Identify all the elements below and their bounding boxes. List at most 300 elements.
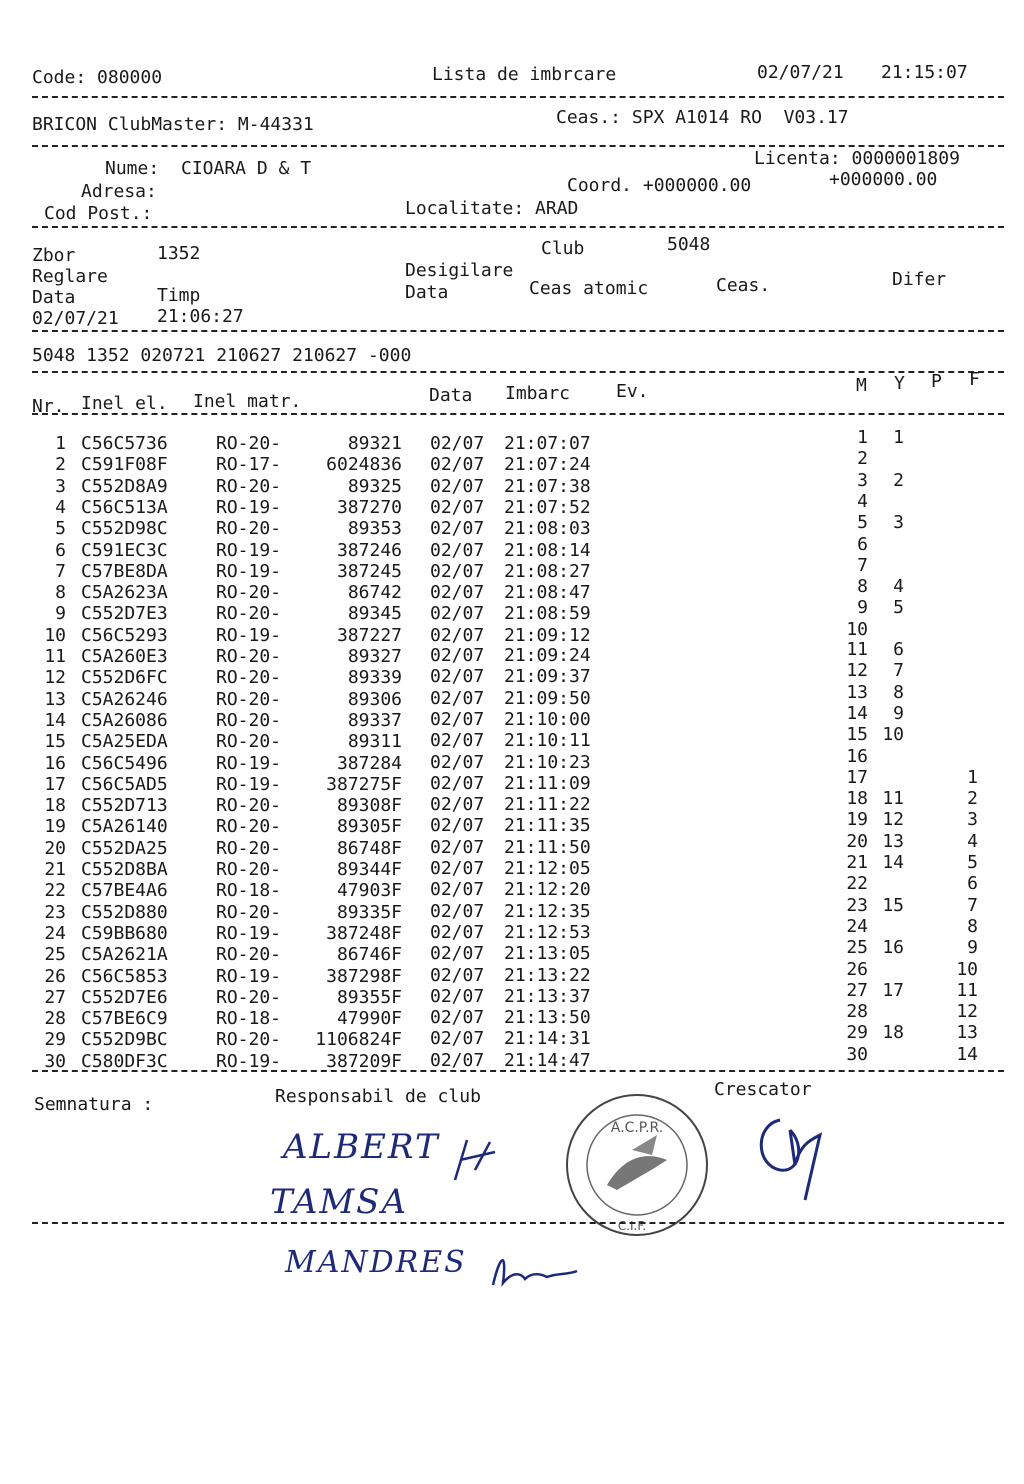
col-m-value: 15	[846, 724, 868, 746]
ring-number: 89345	[347, 603, 402, 625]
arrival-time: 21:11:50	[504, 836, 591, 858]
row-nr: 22	[44, 880, 66, 902]
col-m-value: 24	[846, 915, 868, 937]
ring-prefix: RO-18-	[216, 880, 282, 902]
col-imbarc: Imbarc	[505, 383, 571, 404]
ring-electronic: C57BE8DA	[81, 560, 168, 582]
col-m-value: 9	[857, 597, 868, 619]
col-m-value: 13	[846, 681, 868, 703]
signature-label: Semnatura :	[34, 1094, 154, 1115]
col-m-value: 8	[857, 576, 868, 598]
ring-number: 47990F	[336, 1008, 402, 1030]
ring-prefix: RO-20-	[216, 646, 282, 667]
difference-label: Difer	[892, 269, 947, 290]
arrival-time: 21:10:11	[504, 730, 591, 752]
arrival-time: 21:12:05	[504, 858, 591, 879]
ring-prefix: RO-20-	[216, 837, 282, 859]
address-label: Adresa:	[81, 181, 157, 202]
breeder-signature-icon	[750, 1105, 840, 1205]
ring-number: 86748F	[336, 837, 402, 859]
col-y-value: 11	[882, 788, 904, 810]
arrival-time: 21:08:27	[504, 560, 591, 582]
row-nr: 21	[44, 859, 66, 880]
table-row	[0, 576, 1024, 605]
col-y-value: 17	[882, 979, 904, 1001]
svg-text:A.C.P.R.: A.C.P.R.	[610, 1120, 664, 1136]
ring-prefix: RO-19-	[216, 773, 282, 795]
col-f-value: 12	[956, 1001, 978, 1023]
ring-number: 89321	[347, 433, 402, 454]
divider	[32, 145, 1004, 147]
col-y-value: 10	[882, 724, 904, 746]
ring-electronic: C56C5736	[81, 433, 168, 454]
ring-prefix: RO-19-	[216, 752, 282, 774]
col-m-value: 18	[846, 788, 868, 810]
ring-prefix: RO-20-	[216, 986, 282, 1008]
ring-number: 387245	[336, 560, 402, 582]
row-nr: 15	[44, 731, 66, 753]
arrival-date: 02/07	[430, 603, 485, 625]
col-m-value: 16	[846, 745, 868, 767]
ring-prefix: RO-20-	[216, 731, 282, 753]
arrival-date: 02/07	[430, 772, 485, 794]
ring-electronic: C5A26086	[81, 709, 168, 731]
col-m-value: 12	[846, 660, 868, 682]
club-responsible-label: Responsabil de club	[275, 1086, 481, 1107]
coord-lon: +000000.00	[829, 169, 938, 190]
row-nr: 13	[44, 688, 66, 710]
ring-prefix: RO-20-	[216, 816, 282, 838]
col-data: Data	[429, 385, 473, 406]
ring-electronic: C5A25EDA	[81, 731, 168, 753]
ring-prefix: RO-20-	[216, 518, 282, 540]
arrival-time: 21:09:37	[504, 666, 591, 688]
arrival-date: 02/07	[430, 794, 485, 816]
arrival-date: 02/07	[430, 836, 485, 858]
arrival-time: 21:07:24	[504, 454, 591, 476]
col-f-value: 4	[967, 830, 978, 852]
ring-electronic: C56C5496	[81, 752, 168, 774]
ring-electronic: C552DA25	[81, 837, 168, 859]
col-m-value: 1	[857, 427, 868, 448]
ring-prefix: RO-19-	[216, 539, 282, 561]
row-nr: 2	[55, 454, 66, 476]
row-nr: 18	[44, 795, 66, 817]
col-f-value: 9	[967, 937, 978, 959]
arrival-time: 21:12:35	[504, 900, 591, 922]
arrival-time: 21:07:52	[504, 496, 591, 518]
unsealing-label: Desigilare	[405, 260, 514, 281]
col-f-value: 6	[967, 873, 978, 895]
col-m-value: 22	[846, 873, 868, 895]
col-m-value: 21	[846, 852, 868, 873]
date-label: Data	[32, 287, 76, 308]
arrival-time: 21:08:03	[504, 518, 591, 540]
table-row	[0, 512, 1024, 541]
ring-prefix: RO-19-	[216, 1050, 282, 1072]
table-row	[0, 597, 1024, 626]
ring-electronic: C5A2623A	[81, 582, 168, 604]
row-nr: 11	[44, 646, 66, 667]
table-row	[0, 554, 1024, 584]
arrival-date: 02/07	[430, 921, 485, 943]
col-m: M	[856, 375, 867, 396]
ring-number: 89327	[347, 646, 402, 667]
flight-label: Zbor	[32, 245, 76, 266]
arrival-time: 21:09:24	[504, 645, 591, 666]
row-nr: 5	[55, 518, 66, 540]
row-nr: 19	[44, 816, 66, 838]
divider	[32, 1222, 1004, 1224]
arrival-time: 21:07:07	[504, 433, 591, 454]
divider	[32, 226, 1004, 228]
ring-prefix: RO-20-	[216, 901, 282, 923]
ring-prefix: RO-20-	[216, 859, 282, 880]
setting-label: Reglare	[32, 266, 108, 287]
arrival-time: 21:13:22	[504, 964, 591, 986]
svg-text:C.I.F.: C.I.F.	[617, 1219, 647, 1233]
clock-label: Ceas.	[716, 275, 771, 296]
setting-date: 02/07/21	[32, 308, 119, 329]
col-y-value: 4	[893, 576, 904, 598]
ring-number: 86746F	[336, 944, 402, 966]
arrival-time: 21:10:23	[504, 751, 591, 773]
arrival-date: 02/07	[430, 815, 485, 837]
col-y-value: 9	[893, 702, 904, 724]
arrival-time: 21:14:47	[504, 1049, 591, 1071]
coord-lat: Coord. +000000.00	[567, 175, 752, 196]
clubmaster-id: BRICON ClubMaster: M-44331	[32, 114, 314, 135]
row-nr: 12	[44, 667, 66, 689]
col-m-value: 30	[846, 1043, 868, 1065]
ring-prefix: RO-19-	[216, 922, 282, 944]
ring-electronic: C56C5AD5	[81, 773, 168, 795]
table-row	[0, 533, 1024, 563]
ring-number: 89305F	[336, 816, 402, 838]
ring-electronic: C5A2621A	[81, 944, 168, 966]
col-m-value: 26	[846, 958, 868, 980]
arrival-time: 21:12:20	[504, 879, 591, 901]
ring-electronic: C552D8A9	[81, 475, 168, 497]
col-m-value: 29	[846, 1022, 868, 1044]
row-nr: 29	[44, 1029, 66, 1051]
arrival-time: 21:08:14	[504, 539, 591, 561]
arrival-date: 02/07	[430, 539, 485, 561]
scribble-signature-icon	[485, 1245, 585, 1295]
arrival-date: 02/07	[430, 964, 485, 986]
name-label: Nume:	[105, 158, 160, 179]
col-m-value: 17	[846, 766, 868, 788]
arrival-time: 21:13:37	[504, 985, 591, 1007]
signature-mandres: MANDRES	[285, 1245, 467, 1280]
col-f-value: 3	[967, 809, 978, 831]
arrival-time: 21:08:59	[504, 603, 591, 625]
arrival-time: 21:07:38	[504, 475, 591, 497]
arrival-date: 02/07	[430, 943, 485, 965]
col-m-value: 5	[857, 512, 868, 534]
ring-number: 86742	[347, 582, 402, 604]
ring-electronic: C552D880	[81, 901, 168, 923]
signature-tamsa: TAMSA	[270, 1182, 409, 1222]
arrival-time: 21:09:12	[504, 624, 591, 646]
col-f-value: 10	[956, 958, 978, 980]
col-y: Y	[894, 373, 905, 394]
col-nr: Nr.	[32, 396, 65, 417]
flight-summary: 5048 1352 020721 210627 210627 -000	[32, 345, 412, 366]
col-f-value: 5	[967, 852, 978, 873]
arrival-time: 21:13:50	[504, 1007, 591, 1029]
col-m-value: 27	[846, 979, 868, 1001]
arrival-time: 21:12:53	[504, 921, 591, 943]
divider	[32, 413, 1004, 415]
arrival-date: 02/07	[430, 475, 485, 497]
arrival-time: 21:10:00	[504, 708, 591, 730]
divider	[32, 330, 1004, 332]
col-y-value: 3	[893, 512, 904, 534]
ring-prefix: RO-19-	[216, 624, 282, 646]
arrival-date: 02/07	[430, 687, 485, 709]
locality: Localitate: ARAD	[405, 198, 579, 219]
table-row	[0, 490, 1024, 520]
date2-label: Data	[405, 282, 449, 303]
doc-date: 02/07/21	[757, 62, 844, 83]
col-y-value: 15	[882, 894, 904, 916]
arrival-time: 21:09:50	[504, 687, 591, 709]
row-nr: 20	[44, 837, 66, 859]
ring-electronic: C552D9BC	[81, 1029, 168, 1051]
ring-electronic: C5A26140	[81, 816, 168, 838]
col-m-value: 2	[857, 448, 868, 470]
postcode-label: Cod Post.:	[44, 203, 153, 224]
ring-number: 387298F	[326, 965, 402, 987]
arrival-date: 02/07	[430, 1049, 485, 1071]
col-m-value: 10	[846, 618, 868, 640]
col-m-value: 28	[846, 1001, 868, 1023]
ring-electronic: C580DF3C	[81, 1050, 168, 1072]
ring-prefix: RO-17-	[216, 454, 282, 476]
col-f-value: 13	[956, 1022, 978, 1044]
arrival-date: 02/07	[430, 433, 485, 454]
ring-number: 387246	[336, 539, 402, 561]
arrival-date: 02/07	[430, 708, 485, 730]
ring-electronic: C5A26246	[81, 688, 168, 710]
row-nr: 3	[55, 475, 66, 497]
row-nr: 25	[44, 944, 66, 966]
col-y-value: 1	[893, 427, 904, 448]
ring-number: 387248F	[326, 922, 402, 944]
row-nr: 8	[55, 582, 66, 604]
row-nr: 10	[44, 624, 66, 646]
divider	[32, 1070, 1004, 1072]
doc-time: 21:15:07	[881, 62, 968, 83]
table-row	[0, 469, 1024, 499]
ring-electronic: C5A260E3	[81, 646, 168, 667]
arrival-date: 02/07	[430, 730, 485, 752]
ring-prefix: RO-20-	[216, 688, 282, 710]
col-y-value: 18	[882, 1022, 904, 1044]
ring-electronic: C56C513A	[81, 496, 168, 518]
atomic-clock-label: Ceas atomic	[529, 278, 649, 299]
doc-code: Code: 080000	[32, 67, 163, 88]
flight-number: 1352	[157, 243, 201, 264]
col-inel-el: Inel el.	[81, 393, 168, 414]
ring-prefix: RO-20-	[216, 603, 282, 625]
col-f-value: 8	[967, 915, 978, 937]
arrival-date: 02/07	[430, 624, 485, 646]
arrival-time: 21:11:35	[504, 815, 591, 837]
col-f-value: 1	[967, 766, 978, 788]
arrival-date: 02/07	[430, 900, 485, 922]
ring-prefix: RO-20-	[216, 795, 282, 817]
ring-number: 387275F	[326, 773, 402, 795]
arrival-date: 02/07	[430, 1007, 485, 1029]
ring-number: 387284	[336, 752, 402, 774]
ring-electronic: C552D6FC	[81, 667, 168, 689]
club-number: 5048	[667, 234, 711, 255]
ring-number: 47903F	[336, 880, 402, 902]
row-nr: 27	[44, 986, 66, 1008]
row-nr: 28	[44, 1008, 66, 1030]
arrival-time: 21:13:05	[504, 943, 591, 965]
col-m-value: 19	[846, 809, 868, 831]
ring-electronic: C552D8BA	[81, 859, 168, 880]
arrival-date: 02/07	[430, 645, 485, 666]
arrival-date: 02/07	[430, 1028, 485, 1050]
ring-number: 387227	[336, 624, 402, 646]
ring-prefix: RO-20-	[216, 475, 282, 497]
row-nr: 23	[44, 901, 66, 923]
ring-prefix: RO-18-	[216, 1008, 282, 1030]
ring-number: 6024836	[326, 454, 402, 476]
col-y-value: 12	[882, 809, 904, 831]
arrival-time: 21:11:09	[504, 772, 591, 794]
breeder-label: Crescator	[714, 1079, 812, 1100]
col-y-value: 16	[882, 937, 904, 959]
ring-number: 89311	[347, 731, 402, 753]
col-f-value: 14	[956, 1043, 978, 1065]
row-nr: 7	[55, 560, 66, 582]
row-nr: 24	[44, 922, 66, 944]
col-m-value: 3	[857, 469, 868, 491]
arrival-date: 02/07	[430, 560, 485, 582]
col-m-value: 20	[846, 830, 868, 852]
signature-albert: ALBERT	[283, 1127, 440, 1167]
ring-prefix: RO-20-	[216, 667, 282, 689]
doc-title: Lista de imbrcare	[432, 64, 617, 85]
row-nr: 16	[44, 752, 66, 774]
ring-number: 89337	[347, 709, 402, 731]
arrival-date: 02/07	[430, 582, 485, 604]
ring-number: 1106824F	[315, 1029, 402, 1051]
col-m-value: 14	[846, 702, 868, 724]
ring-electronic: C57BE4A6	[81, 880, 168, 902]
ring-electronic: C552D7E3	[81, 603, 168, 625]
col-f-value: 2	[967, 788, 978, 810]
col-y-value: 2	[893, 469, 904, 491]
col-inel-matr: Inel matr.	[193, 391, 302, 412]
ring-number: 89325	[347, 475, 402, 497]
ring-number: 387209F	[326, 1050, 402, 1072]
col-f: F	[969, 369, 980, 390]
ring-number: 89344F	[336, 859, 402, 880]
ring-number: 89353	[347, 518, 402, 540]
license: Licenta: 0000001809	[754, 148, 960, 169]
ring-electronic: C57BE6C9	[81, 1008, 168, 1030]
arrival-time: 21:14:31	[504, 1028, 591, 1050]
col-y-value: 7	[893, 660, 904, 682]
ring-electronic: C56C5853	[81, 965, 168, 987]
ring-prefix: RO-20-	[216, 1029, 282, 1051]
table-row	[0, 448, 1024, 477]
divider	[32, 371, 1004, 373]
col-f-value: 11	[956, 979, 978, 1001]
ring-prefix: RO-19-	[216, 560, 282, 582]
col-m-value: 23	[846, 894, 868, 916]
ring-electronic: C59BB680	[81, 922, 168, 944]
ring-electronic: C552D7E6	[81, 986, 168, 1008]
divider	[32, 96, 1004, 98]
arrival-date: 02/07	[430, 454, 485, 476]
ring-number: 89308F	[336, 795, 402, 817]
col-ev: Ev.	[616, 381, 649, 402]
col-y-value: 13	[882, 830, 904, 852]
club-stamp-icon	[562, 1090, 712, 1240]
setting-time: 21:06:27	[157, 306, 244, 327]
row-nr: 9	[55, 603, 66, 625]
ring-prefix: RO-20-	[216, 709, 282, 731]
ring-number: 89339	[347, 667, 402, 689]
col-f-value: 7	[967, 894, 978, 916]
arrival-date: 02/07	[430, 496, 485, 518]
col-m-value: 6	[857, 533, 868, 555]
club-label: Club	[541, 238, 585, 259]
table-row	[0, 427, 1024, 456]
owner-name: CIOARA D & T	[181, 158, 312, 179]
row-nr: 26	[44, 965, 66, 987]
arrival-date: 02/07	[430, 666, 485, 688]
arrival-date: 02/07	[430, 985, 485, 1007]
arrival-time: 21:11:22	[504, 794, 591, 816]
col-m-value: 4	[857, 490, 868, 512]
col-y-value: 6	[893, 639, 904, 660]
arrival-date: 02/07	[430, 518, 485, 540]
col-y-value: 5	[893, 597, 904, 619]
col-p: P	[931, 371, 942, 392]
ring-number: 89355F	[336, 986, 402, 1008]
scribble-signature-icon	[445, 1130, 505, 1190]
ring-prefix: RO-19-	[216, 496, 282, 518]
ring-number: 387270	[336, 496, 402, 518]
arrival-time: 21:08:47	[504, 582, 591, 604]
ring-electronic: C552D98C	[81, 518, 168, 540]
ring-electronic: C591F08F	[81, 454, 168, 476]
row-nr: 14	[44, 709, 66, 731]
col-m-value: 11	[846, 639, 868, 660]
row-nr: 6	[55, 539, 66, 561]
row-nr: 4	[55, 496, 66, 518]
clock-id: Ceas.: SPX A1014 RO V03.17	[556, 107, 849, 128]
arrival-date: 02/07	[430, 858, 485, 879]
ring-number: 89306	[347, 688, 402, 710]
ring-electronic: C56C5293	[81, 624, 168, 646]
ring-prefix: RO-20-	[216, 944, 282, 966]
row-nr: 17	[44, 773, 66, 795]
col-m-value: 7	[857, 554, 868, 576]
row-nr: 1	[55, 433, 66, 454]
col-y-value: 14	[882, 852, 904, 873]
arrival-date: 02/07	[430, 751, 485, 773]
time-label: Timp	[157, 285, 201, 306]
